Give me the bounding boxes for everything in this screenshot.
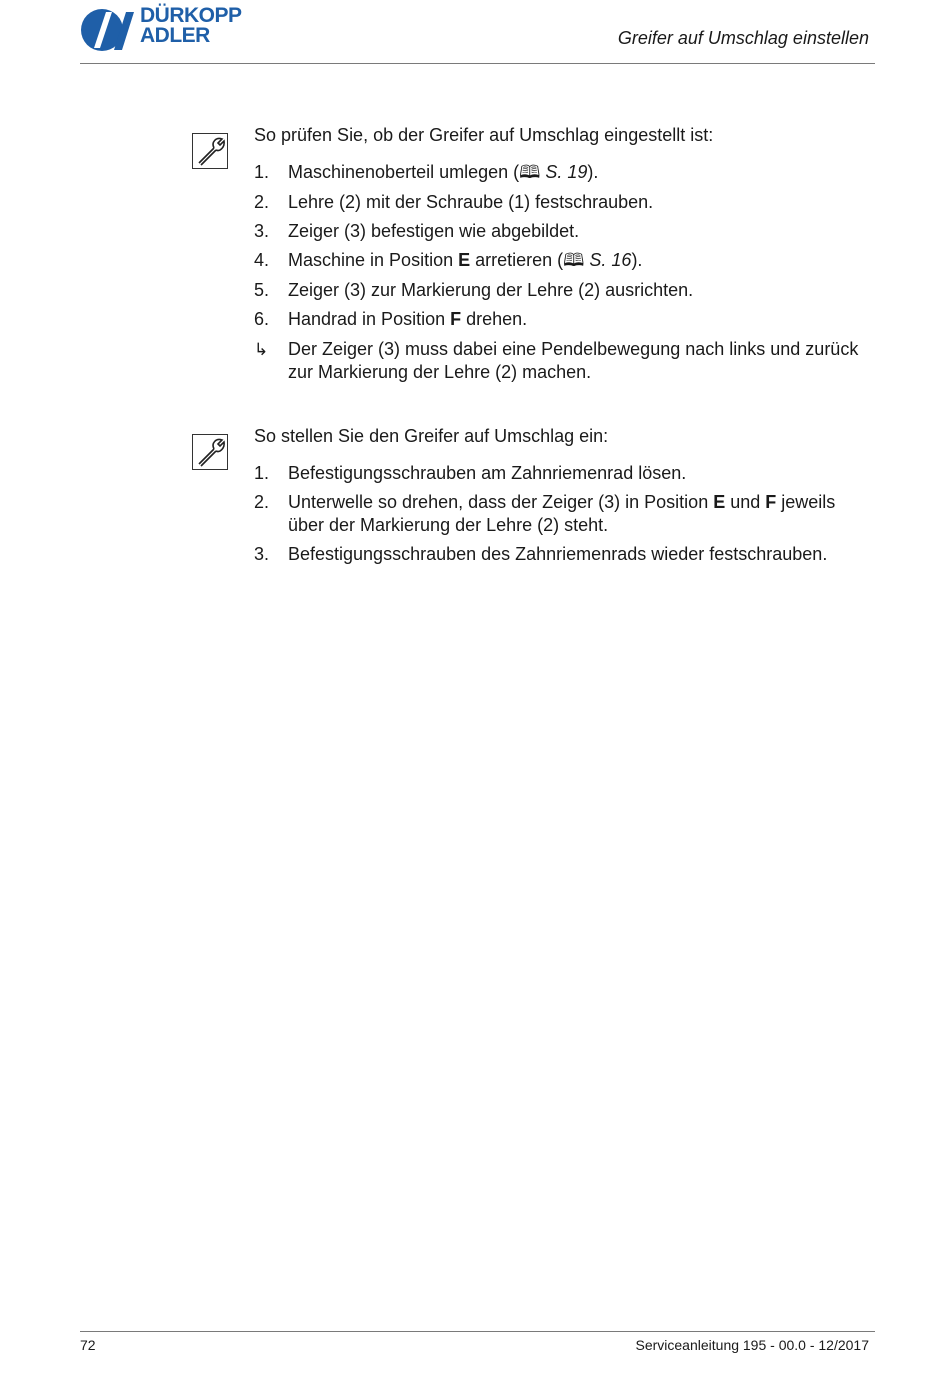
- logo-line-2: ADLER: [140, 24, 210, 47]
- step-number: 2.: [254, 492, 270, 512]
- page-reference-link[interactable]: S. 19: [545, 162, 588, 182]
- page-header: [80, 0, 875, 64]
- step-number: 6.: [254, 309, 270, 329]
- page-reference-link[interactable]: S. 16: [589, 250, 632, 270]
- step-number: 1.: [254, 463, 270, 483]
- step-number: 5.: [254, 280, 270, 300]
- step-number: 2.: [254, 192, 270, 212]
- step-text: Zeiger (3) befestigen wie abgebildet.: [288, 221, 580, 241]
- book-icon: 🕮: [519, 162, 541, 182]
- section2-intro: So stellen Sie den Greifer auf Umschlag ein:: [254, 426, 609, 446]
- step-text: Befestigungsschrauben des Zahnriemenrads wieder festschrauben.: [288, 544, 828, 564]
- document-info: Serviceanleitung 195 - 00.0 - 12/2017: [635, 1337, 869, 1353]
- step-text: Maschine in Position E arretieren (🕮 S. 16).: [288, 250, 643, 270]
- step-text: Zeiger (3) zur Markierung der Lehre (2) ausrichten.: [288, 280, 694, 300]
- step-text: Befestigungsschrauben am Zahnriemenrad lösen.: [288, 463, 687, 483]
- step-number: 3.: [254, 221, 270, 241]
- wrench-icon: [192, 434, 228, 470]
- step-number: 1.: [254, 162, 270, 182]
- page-footer: [80, 1331, 875, 1353]
- result-arrow-icon: ↳: [254, 340, 269, 359]
- step-text: Maschinenoberteil umlegen (🕮 S. 19).: [288, 162, 599, 182]
- logo-line-1: DÜRKOPP: [140, 4, 242, 27]
- book-icon: 🕮: [563, 250, 585, 270]
- logo-wordmark: [140, 6, 242, 46]
- step-number: 3.: [254, 544, 270, 564]
- logo-mark-icon: [80, 8, 134, 52]
- step-number: 4.: [254, 250, 270, 270]
- page-number: 72: [80, 1337, 96, 1353]
- result-text: Der Zeiger (3) muss dabei eine Pendelbewegung nach links und zurück zur Markierung der Lehre (2) machen.: [288, 339, 859, 382]
- section1-intro: So prüfen Sie, ob der Greifer auf Umschlag eingestellt ist:: [254, 125, 714, 145]
- wrench-icon: [192, 133, 228, 169]
- step-text: Unterwelle so drehen, dass der Zeiger (3) in Position E und F jeweils über der Markierung der Lehre (2) steht.: [288, 492, 836, 535]
- step-text: Handrad in Position F drehen.: [288, 309, 528, 329]
- step-text: Lehre (2) mit der Schraube (1) festschrauben.: [288, 192, 654, 212]
- page-title: Greifer auf Umschlag einstellen: [617, 28, 869, 48]
